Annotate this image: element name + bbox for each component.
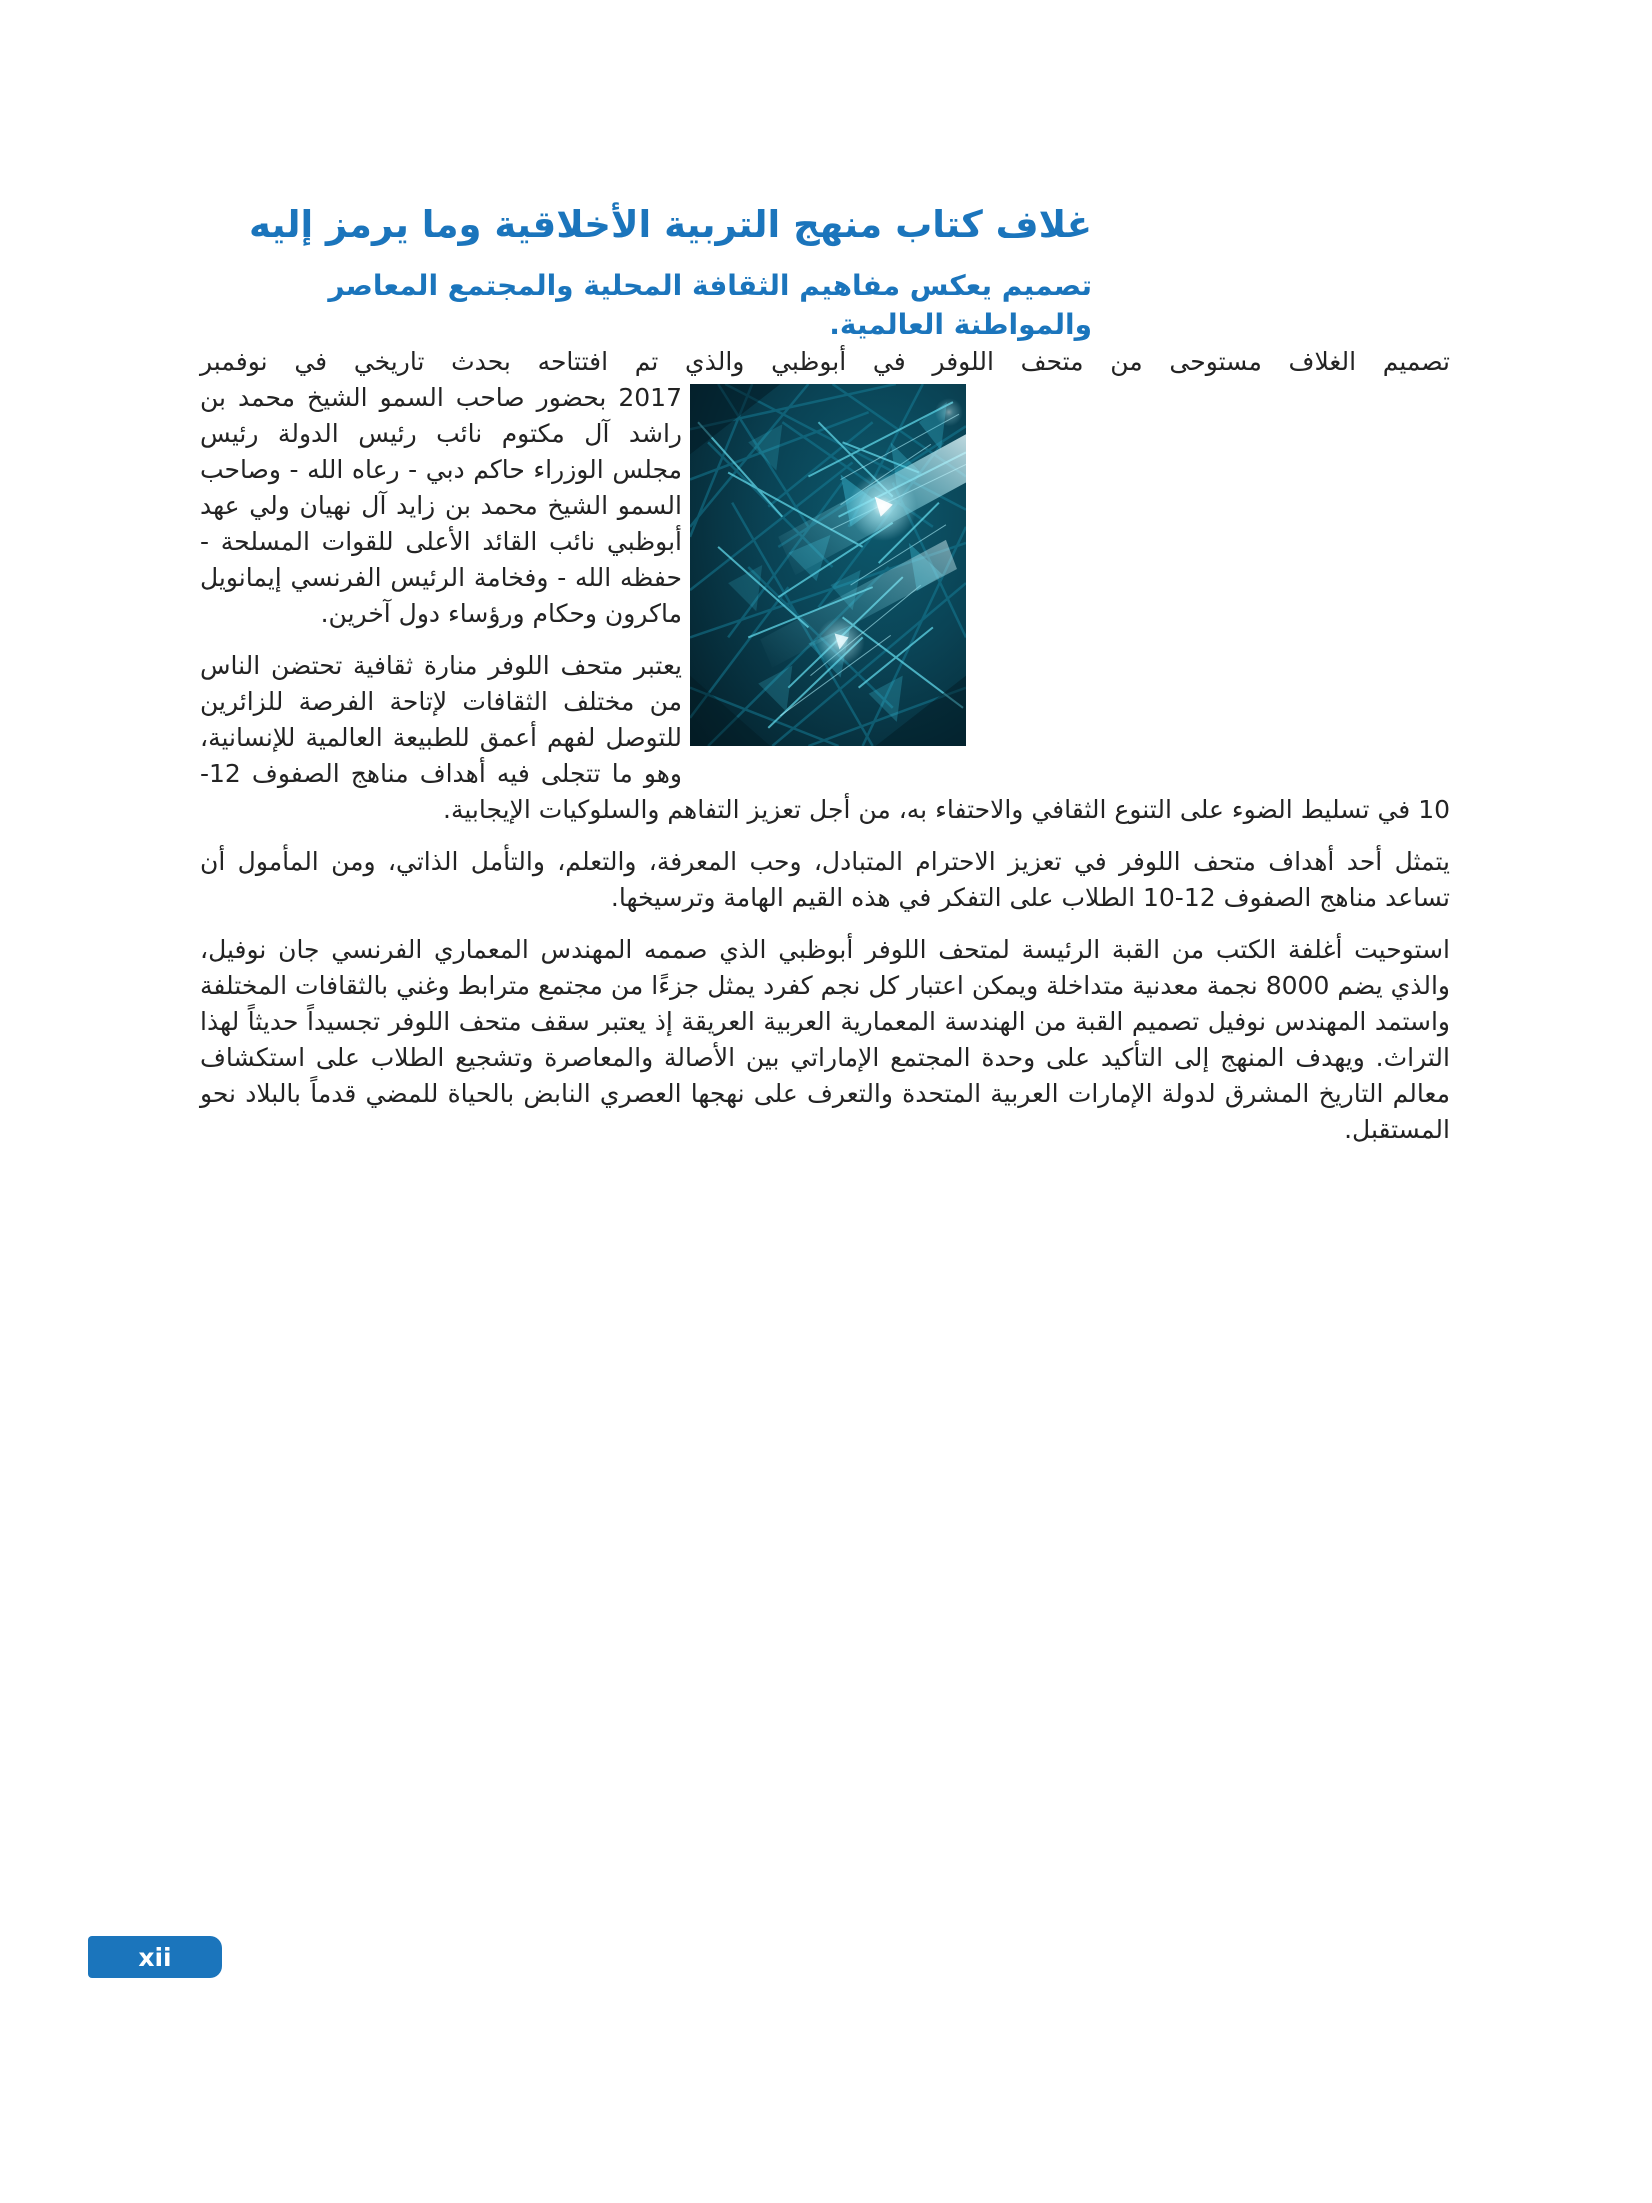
page-subtitle: تصميم يعكس مفاهيم الثقافة المحلية والمجتمع المعاصر والمواطنة العالمية. (328, 268, 1092, 342)
body-text-block (200, 344, 1450, 1164)
page-number-tab (88, 1936, 222, 1978)
paragraph-1-lead: تصميم الغلاف مستوحى من متحف اللوفر في أبوظبي والذي تم افتتاحه بحدث تاريخي في نوفمبر (200, 347, 1450, 376)
photo-zone (682, 380, 1426, 778)
page-number: xii (138, 1942, 172, 1972)
paragraph-4: استوحيت أغلفة الكتب من القبة الرئيسة لمتحف اللوفر أبوظبي الذي صممه المهندس المعماري الفرنسي جان نوفيل، والذي يضم 8000 نجمة معدنية متداخلة ويمكن اعتبار كل نجم كفرد يمثل جزءًا من مجتمع مترابط وغني بالثقافات المختلفة واستمد المهندس نوفيل تصميم القبة من الهندسة المعمارية العربية العريقة إذ يعتبر سقف متحف اللوفر تجسيداً حديثاً لهذا التراث. ويهدف المنهج إلى التأكيد على وحدة المجتمع الإماراتي بين الأصالة والمعاصرة وتشجيع الطلاب على استكشاف معالم التاريخ المشرق لدولة الإمارات العربية المتحدة والتعرف على نهجها العصري النابض بالحياة للمضي قدماً بالبلاد نحو المستقبل. (200, 935, 1450, 1144)
page-title: غلاف كتاب منهج التربية الأخلاقية وما يرمز إليه (249, 203, 1092, 246)
paragraph-2: يعتبر متحف اللوفر منارة ثقافية تحتضن الناس من مختلف الثقافات لإتاحة الفرصة للزائرين للتوصل لفهم أعمق للطبيعة العالمية للإنسانية، وهو ما تتجلى فيه أهداف مناهج الصفوف 12-10 في تسليط الضوء على التنوع الثقافي والاحتفاء به، من أجل تعزيز التفاهم والسلوكيات الإيجابية. (200, 651, 1450, 824)
louvre-dome-photo (690, 384, 966, 746)
paragraph-3: يتمثل أحد أهداف متحف اللوفر في تعزيز الاحترام المتبادل، وحب المعرفة، والتعلم، والتأمل الذاتي، ومن المأمول أن تساعد مناهج الصفوف 12-10 الطلاب على التفكر في هذه القيم الهامة وترسيخها. (200, 847, 1450, 912)
paragraph-1-continuation: 2017 بحضور صاحب السمو الشيخ محمد بن راشد آل مكتوم نائب رئيس الدولة رئيس مجلس الوزراء حاكم دبي - رعاه الله - وصاحب السمو الشيخ محمد بن زايد آل نهيان ولي عهد أبوظبي نائب القائد الأعلى للقوات المسلحة - حفظه الله - وفخامة الرئيس الفرنسي إيمانويل ماكرون وحكام ورؤساء دول آخرين. (200, 383, 682, 628)
dome-photo-graphic (690, 384, 966, 746)
header-block (200, 200, 1092, 344)
